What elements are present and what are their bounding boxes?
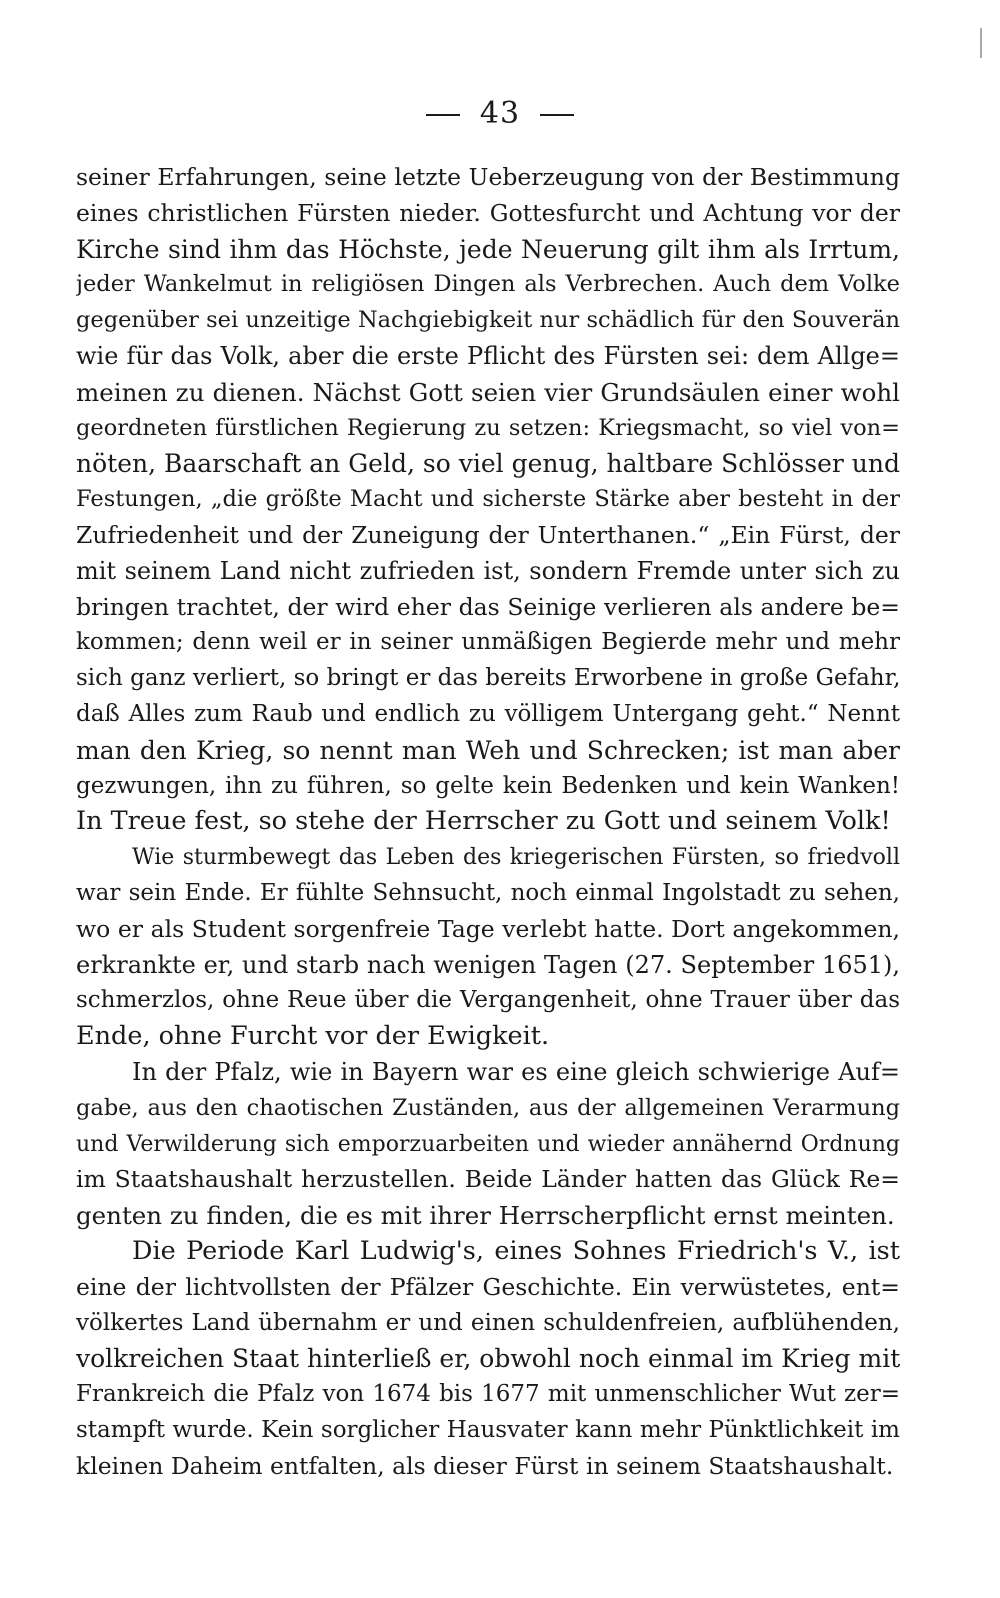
text-line: gabe, aus den chaotischen Zuständen, aus der allgemeinen Verarmung [76, 1094, 900, 1121]
text-line: meinen zu dienen. Nächst Gott seien vier Grundsäulen einer wohl [76, 377, 900, 407]
text-line: stampft wurde. Kein sorglicher Hausvater kann mehr Pünktlichkeit im [76, 1416, 900, 1443]
text-line: In Treue fest, so stehe der Herrscher zu Gott und seinem Volk! [76, 806, 891, 837]
text-line: völkertes Land übernahm er und einen schuldenfreien, aufblühenden, [76, 1309, 900, 1336]
text-line: erkrankte er, und starb nach wenigen Tagen (27. September 1651), [76, 950, 900, 979]
text-line: volkreichen Staat hinterließ er, obwohl noch einmal im Krieg mit [76, 1344, 900, 1374]
text-line: kleinen Daheim entfalten, als dieser Fürst in seinem Staatshaushalt. [76, 1451, 894, 1480]
text-line: gegenüber sei unzeitige Nachgiebigkeit nur schädlich für den Souverän [76, 307, 900, 334]
text-line: gezwungen, ihn zu führen, so gelte kein Bedenken und kein Wanken! [76, 772, 900, 799]
text-line: geordneten fürstlichen Regierung zu setzen: Kriegsmacht, so viel von= [76, 414, 900, 441]
text-line: sich ganz verliert, so bringt er das bereits Erworbene in große Gefahr, [76, 665, 900, 692]
page-edge-mark [966, 28, 982, 58]
page-number-header [0, 96, 1000, 131]
text-line: genten zu finden, die es mit ihrer Herrscherpflicht ernst meinten. [76, 1201, 895, 1231]
body-text [76, 160, 900, 1484]
text-line: nöten, Baarschaft an Geld, so viel genug, haltbare Schlösser und [76, 449, 900, 479]
text-line: bringen trachtet, der wird eher das Seinige verlieren als andere be= [76, 592, 900, 621]
text-line: Die Periode Karl Ludwig's, eines Sohnes Friedrich's V., ist [132, 1235, 900, 1266]
text-line: Kirche sind ihm das Höchste, jede Neuerung gilt ihm als Irrtum, [76, 234, 900, 264]
right-dash [540, 114, 574, 116]
text-line: war sein Ende. Er fühlte Sehnsucht, noch einmal Ingolstadt zu sehen, [76, 879, 900, 906]
text-line: Frankreich die Pfalz von 1674 bis 1677 mit unmenschlicher Wut zer= [76, 1381, 900, 1408]
text-line: wo er als Student sorgenfreie Tage verlebt hatte. Dort angekommen, [76, 914, 900, 943]
text-line: im Staatshaushalt herzustellen. Beide Länder hatten das Glück Re= [76, 1165, 900, 1194]
text-line: eines christlichen Fürsten nieder. Gottesfurcht und Achtung vor der [76, 198, 900, 227]
text-line: Zufriedenheit und der Zuneigung der Unterthanen.“ „Ein Fürst, der [76, 520, 900, 549]
text-line: daß Alles zum Raub und endlich zu völligem Untergang geht.“ Nennt [76, 700, 900, 727]
left-dash [426, 114, 460, 116]
text-line: und Verwilderung sich emporzuarbeiten und wieder annähernd Ordnung [76, 1131, 900, 1157]
text-line: Ende, ohne Furcht vor der Ewigkeit. [76, 1021, 550, 1052]
text-line: jeder Wankelmut in religiösen Dingen als Verbrechen. Auch dem Volke [76, 271, 900, 298]
text-line: wie für das Volk, aber die erste Pflicht des Fürsten sei: dem Allge= [76, 341, 900, 370]
page-number: 43 [479, 96, 521, 131]
text-line: Wie sturmbewegt das Leben des kriegerischen Fürsten, so friedvoll [132, 845, 900, 871]
text-line: seiner Erfahrungen, seine letzte Ueberzeugung von der Bestimmung [76, 163, 900, 191]
text-line: In der Pfalz, wie in Bayern war es eine gleich schwierige Auf= [132, 1057, 900, 1086]
text-line: man den Krieg, so nennt man Weh und Schrecken; ist man aber [76, 735, 900, 765]
text-line: schmerzlos, ohne Reue über die Vergangenheit, ohne Trauer über das [76, 987, 900, 1014]
text-line: mit seinem Land nicht zufrieden ist, sondern Fremde unter sich zu [76, 556, 900, 585]
text-line: kommen; denn weil er in seiner unmäßigen Begierde mehr und mehr [76, 629, 900, 656]
text-line: eine der lichtvollsten der Pfälzer Geschichte. Ein verwüstetes, ent= [76, 1272, 900, 1301]
text-line: Festungen, „die größte Macht und sicherste Stärke aber besteht in der [76, 486, 900, 513]
